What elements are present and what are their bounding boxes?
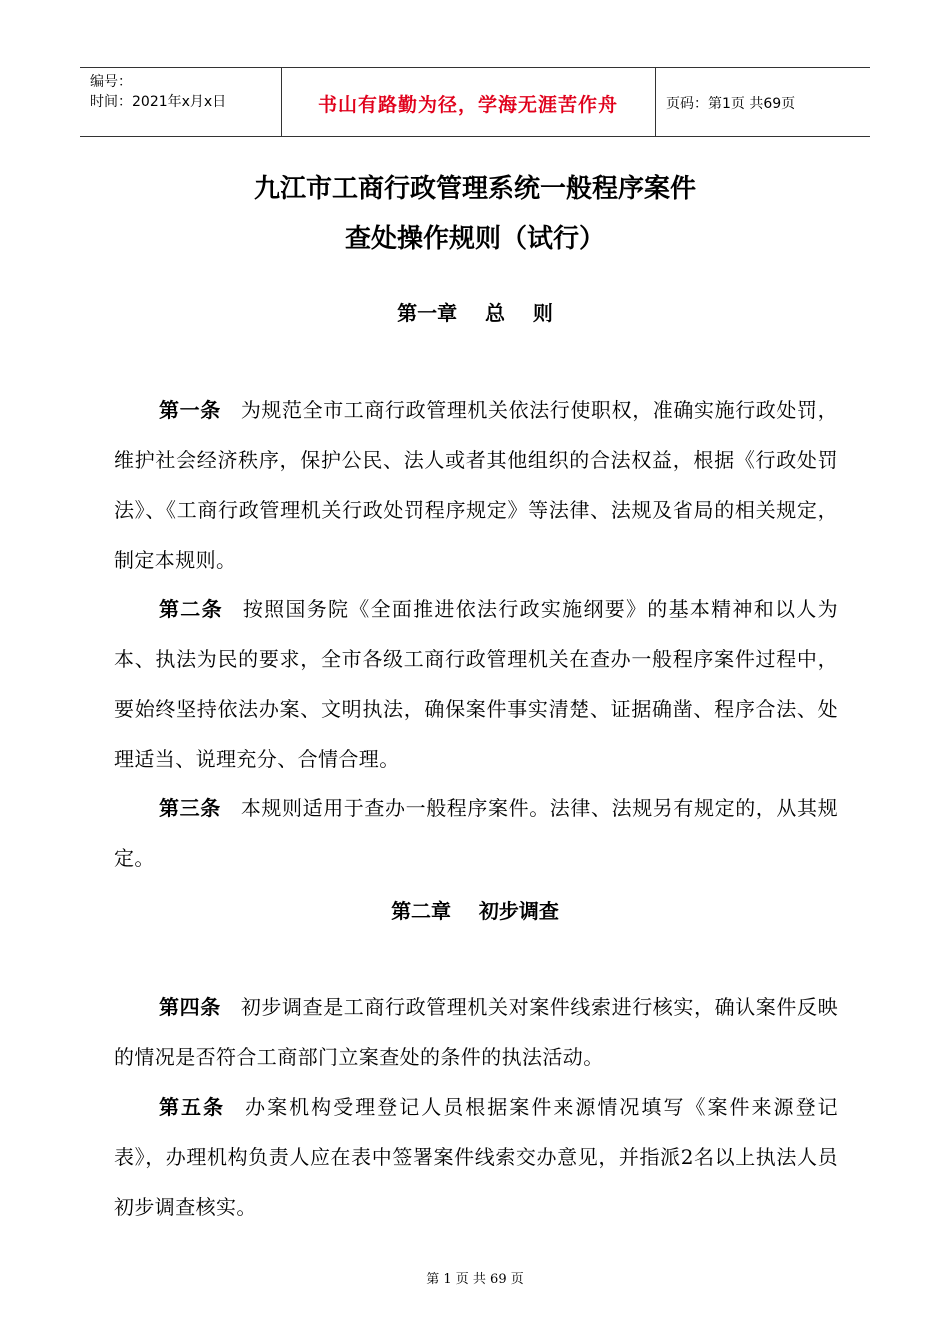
header-table [80,67,870,137]
article-label: 第三条 [159,796,221,820]
document-title-line1: 九江市工商行政管理系统一般程序案件 [253,174,696,204]
article-text: 按照国务院《全面推进依法行政实施纲要》的基本精神和以人为本、执法为民的要求，全市各级工商行政管理机关在查办一般程序案件过程中，要始终坚持依法办案、文明执法，确保案件事实清楚、证据确凿、程序合法、处理适当、说理充分、合情合理。 [114,597,838,771]
chapter-heading: 第二章 初步调查 [391,899,559,923]
article-text: 办案机构受理登记人员根据案件来源情况填写《案件来源登记表》，办理机构负责人应在表中签署案件线索交办意见，并指派2名以上执法人员初步调查核实。 [114,1095,838,1219]
article-paragraph [114,1082,838,1232]
article-paragraph [114,385,838,585]
header-meta [90,72,226,112]
article-paragraph [114,783,838,883]
article-text: 本规则适用于查办一般程序案件。法律、法规另有规定的，从其规定。 [114,796,839,870]
page-footer: 第 1 页 共 69 页 [426,1272,524,1287]
document-time-label: 时间：2021年x月x日 [90,94,227,110]
article-label: 第二条 [159,597,223,621]
article-paragraph [114,982,838,1082]
article-label: 第五条 [159,1095,226,1119]
article-paragraph [114,584,838,784]
header-motto: 书山有路勤为径，学海无涯苦作舟 [317,94,618,116]
header-page-info: 页码：第1页 共69页 [666,96,796,112]
article-label: 第四条 [159,995,221,1019]
article-text: 为规范全市工商行政管理机关依法行使职权，准确实施行政处罚，维护社会经济秩序，保护公民、法人或者其他组织的合法权益，根据《行政处罚法》、《工商行政管理机关行政处罚程序规定》等法律、法规及省局的相关规定，制定本规则。 [114,398,839,572]
article-label: 第一条 [159,398,221,422]
chapter-heading: 第一章 总 则 [397,301,553,325]
document-title-line2: 查处操作规则（试行） [344,224,605,254]
header-divider [655,68,656,136]
document-number-label: 编号： [90,74,132,90]
article-text: 初步调查是工商行政管理机关对案件线索进行核实，确认案件反映的情况是否符合工商部门立案查处的条件的执法活动。 [114,995,839,1069]
